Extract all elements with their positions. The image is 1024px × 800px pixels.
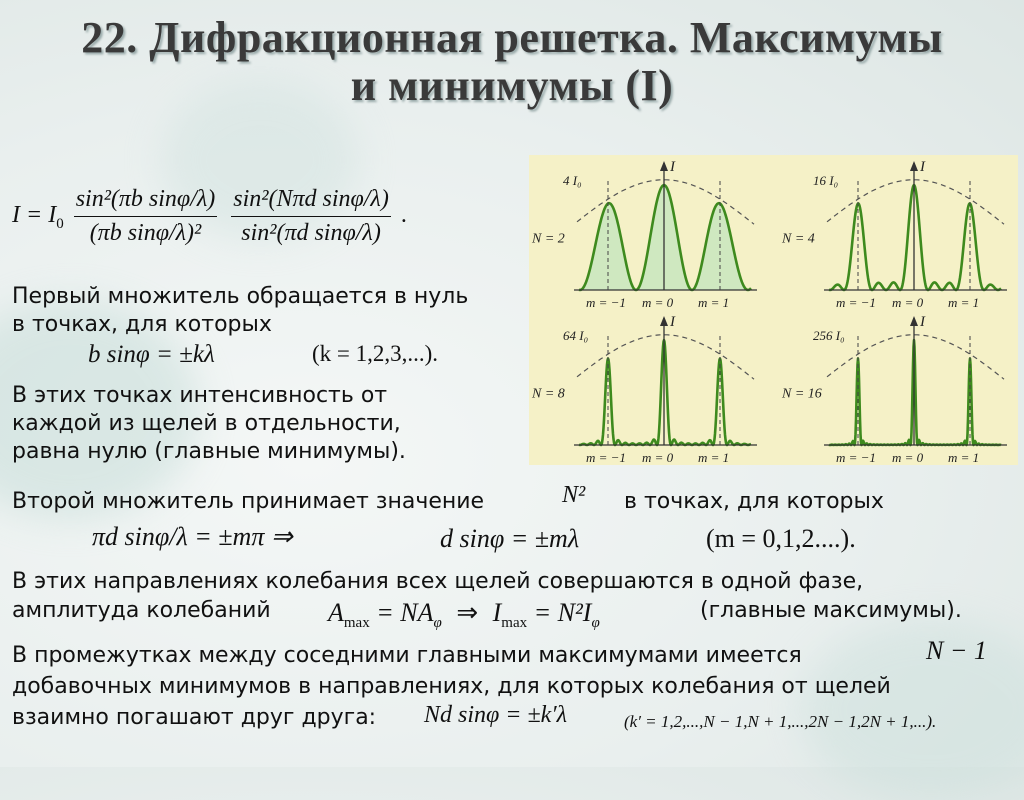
- imax-symbol: I: [492, 598, 502, 627]
- intensity-curve: [579, 340, 751, 445]
- m-label: m = 0: [892, 295, 924, 310]
- formula-lhs: I = I: [12, 202, 57, 229]
- m-label: m = −1: [836, 450, 876, 465]
- peak-label: 64 I₀: [563, 328, 589, 343]
- para5-line1: В промежутках между соседними главными максимумами имеется: [12, 643, 802, 668]
- intensity-plots-svg: [529, 155, 1018, 465]
- slide-title-line2: и минимумы (I): [350, 61, 674, 110]
- first-factor-numerator: sin²(πb sinφ/λ): [74, 186, 218, 217]
- peak-label: 4 I₀: [563, 173, 582, 188]
- amax-rhs: = NA: [376, 598, 434, 627]
- para4-formula-amax: [328, 598, 600, 632]
- m-label: m = 0: [642, 450, 674, 465]
- n-label: N = 4: [782, 231, 815, 247]
- m-label: m = 0: [892, 450, 924, 465]
- amax-symbol: A: [328, 598, 344, 627]
- n-label: N = 2: [532, 231, 565, 247]
- m-label: m = 1: [698, 295, 730, 310]
- para5-formula-k: (k′ = 1,2,...,N − 1,N + 1,...,2N − 1,2N + 1,...).: [624, 712, 937, 731]
- para1-formula-k: (k = 1,2,3,...).: [312, 341, 439, 366]
- intensity-curve: [829, 340, 1001, 445]
- para4-line2: амплитуда колебаний: [12, 598, 271, 623]
- axis-label: I: [670, 314, 675, 330]
- para3-line1b: в точках, для которых: [624, 489, 884, 514]
- imax-rhs-sub: φ: [591, 615, 600, 632]
- intensity-plots: [529, 155, 1018, 465]
- background-blob: [800, 620, 1024, 800]
- axis-arrow: [910, 316, 918, 326]
- para3-formula-a: πd sinφ/λ = ±mπ ⇒: [92, 522, 293, 551]
- m-label: m = 1: [698, 450, 730, 465]
- second-factor-numerator: sin²(Nπd sinφ/λ): [231, 186, 391, 217]
- axis-label: I: [920, 159, 925, 175]
- para3-n2: N²: [562, 482, 586, 508]
- second-factor: [231, 186, 391, 247]
- intensity-curve: [829, 185, 1001, 290]
- para4-line1: В этих направлениях колебания всех щелей совершаются в одной фазе,: [12, 569, 864, 594]
- para5-line2: добавочных минимумов в направлениях, для которых колебания от щелей: [12, 674, 891, 699]
- para2-line3: равна нулю (главные минимумы).: [12, 439, 406, 464]
- para5-n-minus-1: N − 1: [926, 636, 987, 665]
- m-label: m = −1: [586, 295, 626, 310]
- para1-line2: в точках, для которых: [12, 312, 272, 337]
- m-label: m = 1: [948, 450, 980, 465]
- first-factor-denominator: (πb sinφ/λ)²: [89, 220, 202, 246]
- para2-line2: каждой из щелей в отдельности,: [12, 411, 401, 436]
- para5-formula: Nd sinφ = ±k′λ: [424, 702, 567, 728]
- axis-arrow: [660, 161, 668, 171]
- imax-sub: max: [501, 615, 528, 632]
- main-intensity-formula: [12, 186, 407, 247]
- amax-rhs-sub: φ: [433, 615, 442, 632]
- second-factor-denominator: sin²(πd sinφ/λ): [241, 220, 381, 246]
- para5-line3: взаимно погашают друг друга:: [12, 705, 377, 730]
- para2-line1: В этих точках интенсивность от: [12, 383, 388, 408]
- m-label: m = −1: [836, 295, 876, 310]
- intensity-fill: [579, 185, 751, 290]
- axis-arrow: [910, 161, 918, 171]
- para3-line1a: Второй множитель принимает значение: [12, 489, 485, 514]
- formula-end: .: [400, 202, 407, 229]
- imax-rhs: = N²I: [533, 598, 592, 627]
- axis-label: I: [670, 159, 675, 175]
- axis-arrow: [660, 316, 668, 326]
- para4-tail: (главные максимумы).: [700, 598, 962, 623]
- first-factor: [74, 186, 218, 247]
- para3-formula-b: d sinφ = ±mλ: [440, 524, 580, 553]
- m-label: m = −1: [586, 450, 626, 465]
- slide-title: [0, 14, 1024, 110]
- n-label: N = 8: [532, 386, 565, 402]
- para1-formula: b sinφ = ±kλ: [88, 341, 215, 368]
- para3-formula-c: (m = 0,1,2....).: [706, 524, 856, 553]
- slide-title-line1: 22. Дифракционная решетка. Максимумы: [81, 13, 943, 62]
- peak-label: 256 I₀: [813, 328, 845, 343]
- n-label: N = 16: [782, 386, 822, 402]
- para1-line1: Первый множитель обращается в нуль: [12, 284, 469, 309]
- formula-sub0: 0: [56, 215, 64, 232]
- peak-label: 16 I₀: [813, 173, 839, 188]
- axis-label: I: [920, 314, 925, 330]
- m-label: m = 0: [642, 295, 674, 310]
- implies-arrow: ⇒: [456, 598, 479, 627]
- amax-sub: max: [343, 615, 370, 632]
- m-label: m = 1: [948, 295, 980, 310]
